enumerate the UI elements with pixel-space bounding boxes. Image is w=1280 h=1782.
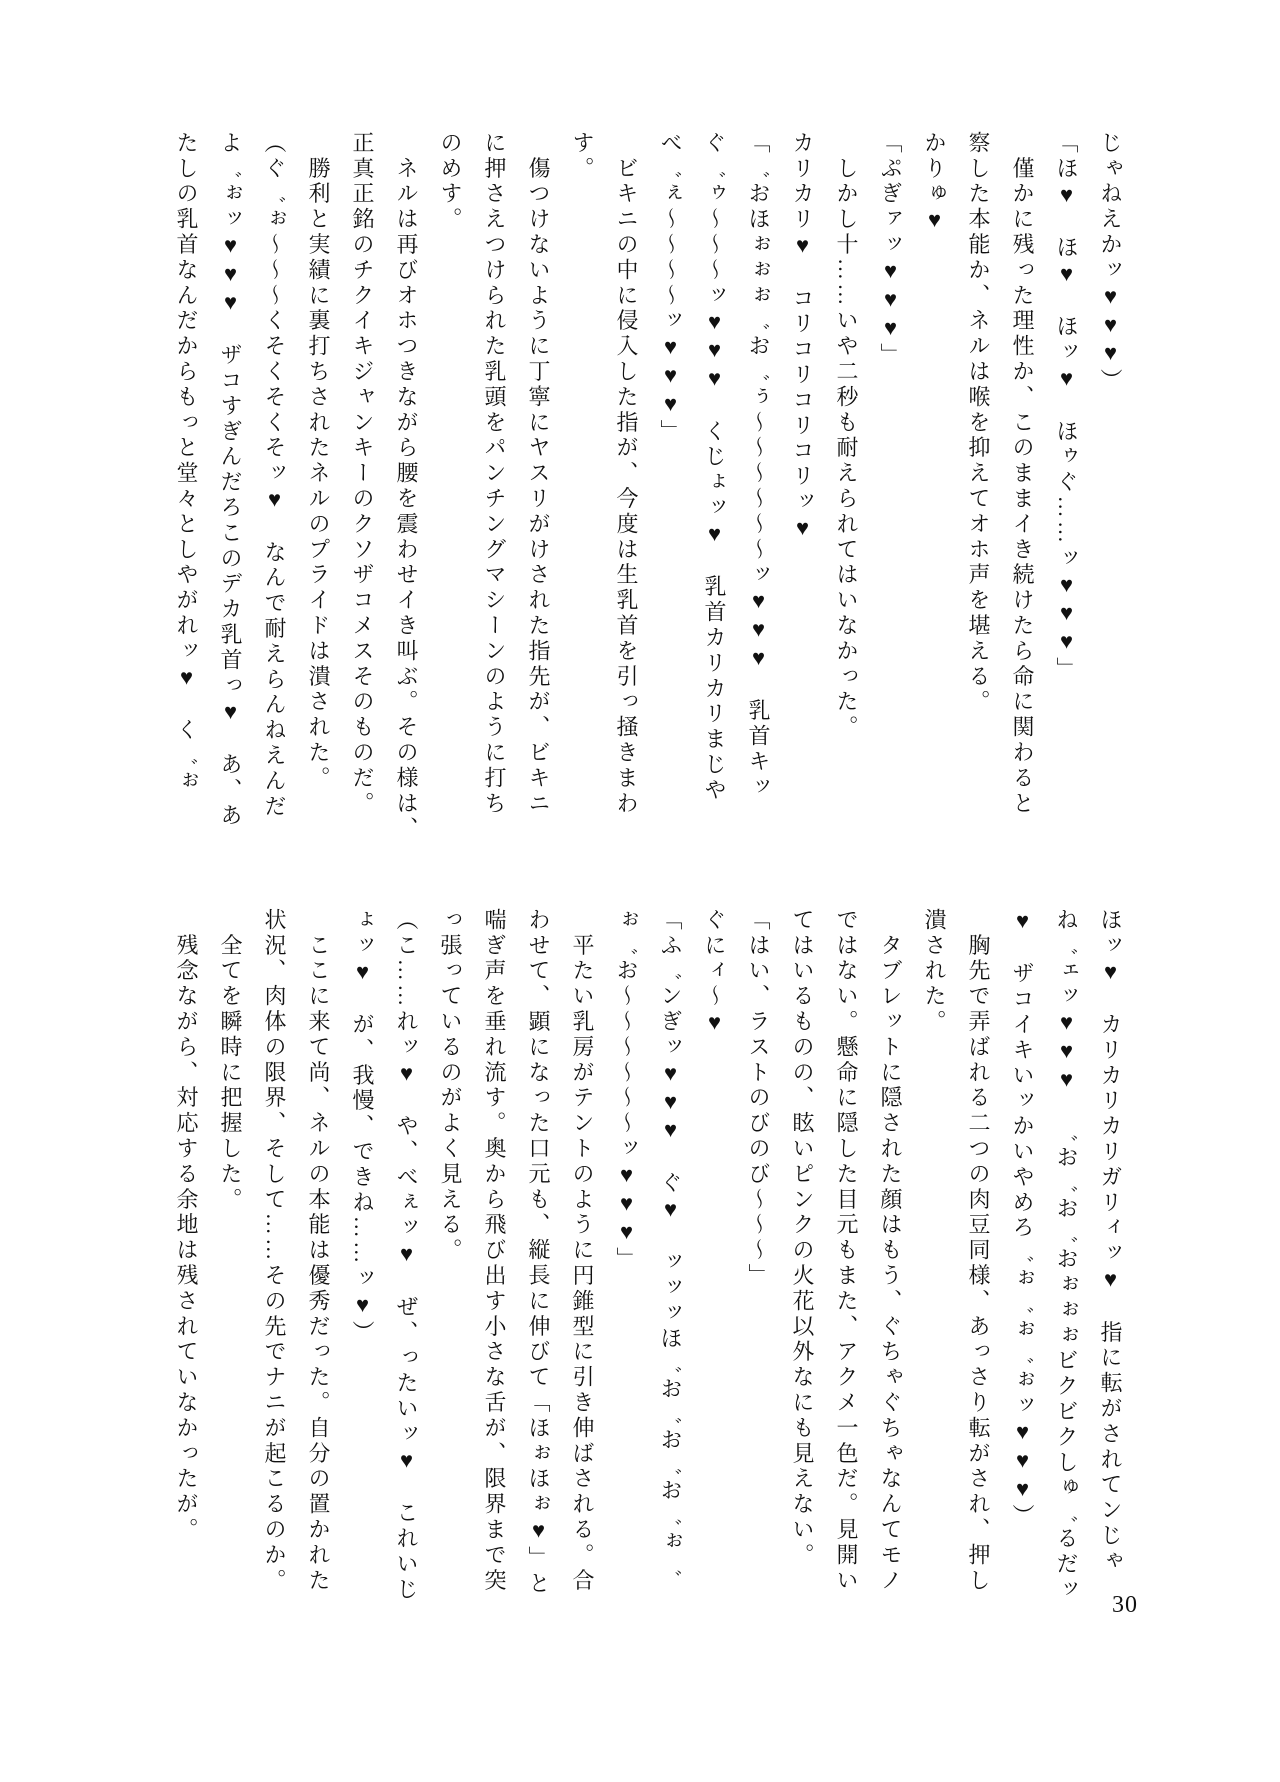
text-column: 状況、肉体の限界、そして……その先でナニが起こるのか。	[262, 908, 287, 1594]
text-column: す。	[570, 131, 595, 182]
text-column: 残念ながら、対応する余地は残されていなかったが。	[174, 908, 199, 1543]
text-column: たしの乳首なんだからもっと堂々としやがれッ♥ く゛ぉ	[174, 131, 199, 795]
text-column: っ張っているのがよく見える。	[438, 908, 463, 1264]
text-column: （ぐ゛ぉ～～～くそくそくそッ♥ なんで耐えらんねえんだ	[262, 131, 287, 820]
text-column: 正真正銘のチクイキジャンキーのクソザコメスそのものだ。	[350, 131, 375, 817]
text-column: （こ……れッ♥ や、べぇッ♥ ぜ、ったいッ♥ これいじ	[394, 908, 419, 1603]
text-column: 勝利と実績に裏打ちされたネルのプライドは潰された。	[306, 131, 331, 792]
text-column: 僅かに残った理性か、このままイき続けたら命に関わると	[1010, 131, 1035, 817]
text-column: カリカリ♥ コリコリコリコリッ♥	[790, 131, 815, 544]
text-column: 「ふ゛ンぎッ♥♥♥ ぐ♥ ッッッほ゛お゛お゛お゛ぉ゛	[658, 908, 683, 1581]
text-column: 「ぷぎァッ♥♥♥」	[878, 131, 903, 369]
text-column: てはいるものの、眩いピンクの火花以外なにも見えない。	[790, 908, 815, 1569]
text-column: じゃねえかッ♥♥♥）	[1098, 131, 1123, 394]
text-column: 傷つけないように丁寧にヤスリがけされた指先が、ビキニ	[526, 131, 551, 817]
text-column: よ゛ぉッ♥♥♥ ザコすぎんだろこのデカ乳首っ♥ あ、あ	[218, 131, 243, 829]
text-column: 喘ぎ声を垂れ流す。奥から飛び出す小さな舌が、限界まで突	[482, 908, 507, 1594]
text-column: のめす。	[438, 131, 463, 233]
text-column: ではない。懸命に隠した目元もまた、アクメ一色だ。見開い	[834, 908, 859, 1594]
text-column: わせて、顕になった口元も、縦長に伸びて「ほぉほぉ♥」と	[526, 908, 551, 1597]
text-column: ぐ゛ゥ～～～ッ♥♥♥ くじょッ♥ 乳首カリカリまじや	[702, 131, 727, 804]
top-text-block	[164, 131, 1132, 845]
text-column: ぉ゛お～～～～～～ッ♥♥♥」	[614, 908, 639, 1273]
bottom-text-block	[164, 908, 1132, 1622]
text-column: ぐにィ～♥	[702, 908, 727, 1038]
text-column: しかし十……いや二秒も耐えられてはいなかった。	[834, 131, 859, 741]
text-column: べ゛ぇ～～～～ッ♥♥♥」	[658, 131, 683, 445]
text-column: 全てを瞬時に把握した。	[218, 908, 243, 1213]
text-column: 「はい、ラストのびのび～～～」	[746, 908, 771, 1289]
text-column: ね゛ェッ♥♥♥ ゛お゛お゛おぉぉぉビクビクしゅ゛るだッ	[1054, 908, 1079, 1603]
text-column: ほッ♥ カリカリカリガリィッ♥ 指に転がされてンじゃ	[1098, 908, 1123, 1575]
text-column: ネルは再びオホつきながら腰を震わせイき叫ぶ。その様は、	[394, 131, 419, 843]
page-number: 30	[1112, 1592, 1138, 1618]
text-column: ここに来て尚、ネルの本能は優秀だった。自分の置かれた	[306, 908, 331, 1594]
text-column: 察した本能か、ネルは喉を抑えてオホ声を堪える。	[966, 131, 991, 716]
text-column: ビキニの中に侵入した指が、今度は生乳首を引っ掻きまわ	[614, 131, 639, 817]
text-column: タブレットに隠された顔はもう、ぐちゃぐちゃなんてモノ	[878, 908, 903, 1594]
text-column: 胸先で弄ばれる二つの肉豆同様、あっさり転がされ、押し	[966, 908, 991, 1594]
text-column: に押さえつけられた乳頭をパンチングマシーンのように打ち	[482, 131, 507, 817]
text-column: かりゅ♥	[922, 131, 947, 236]
text-column: 「ほ♥ ほ♥ ほッ♥ ほゥぐ……ッ♥♥♥」	[1054, 131, 1079, 683]
text-column: ょッ♥ が、我慢、できね……ッ♥）	[350, 908, 375, 1346]
text-column: 平たい乳房がテントのように円錐型に引き伸ばされる。合	[570, 908, 595, 1594]
text-column: 「゛おほぉぉぉ゛お゛ぅ～～～～～～ッ♥♥♥ 乳首キッ	[746, 131, 771, 801]
text-column: 潰された。	[922, 908, 947, 1035]
text-column: ♥ ザコイキいッかいやめろ゛ぉ゛ぉ゛ぉッ♥♥♥）	[1010, 908, 1035, 1530]
